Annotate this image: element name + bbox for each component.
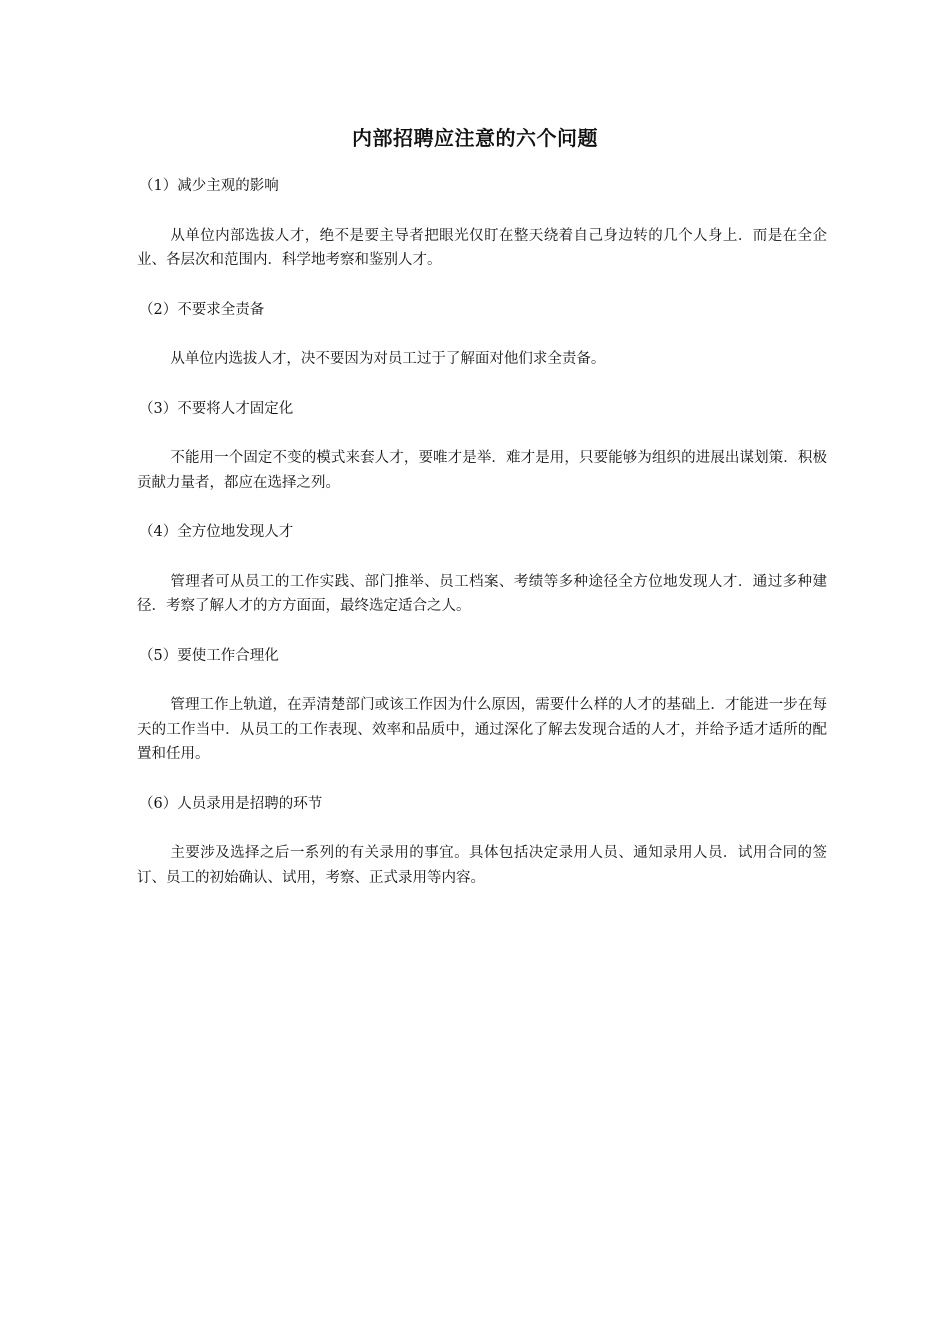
section-heading: （1）减少主观的影响 bbox=[139, 178, 279, 194]
document-title: 内部招聘应注意的六个问题 bbox=[352, 126, 598, 150]
section-paragraph: 主要涉及选择之后一系列的有关录用的事宜。具体包括决定录用人员、通知录用人员．试用合同的签订、员工的初始确认、试用，考察、正式录用等内容。 bbox=[137, 845, 827, 886]
section-heading: （5）要使工作合理化 bbox=[139, 647, 279, 664]
section-heading: （4）全方位地发现人才 bbox=[139, 524, 294, 540]
section-heading: （2）不要求全责备 bbox=[139, 301, 265, 318]
section-paragraph: 不能用一个固定不变的模式来套人才，要唯才是举．难才是用，只要能够为组织的进展出谋划策．积极贡献力量者，都应在选择之列。 bbox=[137, 450, 827, 491]
section-paragraph: 从单位内选拔人才，决不要因为对员工过于了解面对他们求全责备。 bbox=[170, 351, 606, 367]
section-paragraph: 管理者可从员工的工作实践、部门推举、员工档案、考绩等多种途径全方位地发现人才．通过多种建径．考察了解人才的方方面面，最终选定适合之人。 bbox=[137, 573, 827, 614]
section-heading: （6）人员录用是招聘的环节 bbox=[139, 795, 323, 812]
section-paragraph: 管理工作上轨道，在弄清楚部门或该工作因为什么原因，需要什么样的人才的基础上．才能进一步在每天的工作当中．从员工的工作表现、效率和品质中，通过深化了解去发现合适的人才，并给予适才适所的配置和任用。 bbox=[137, 697, 827, 762]
section-paragraph: 从单位内部选拔人才，绝不是要主导者把眼光仅盯在整天绕着自己身边转的几个人身上．而是在全企业、各层次和范围内．科学地考察和鉴别人才。 bbox=[137, 227, 827, 268]
document-body bbox=[137, 174, 827, 915]
section-heading: （3）不要将人才固定化 bbox=[139, 400, 294, 417]
